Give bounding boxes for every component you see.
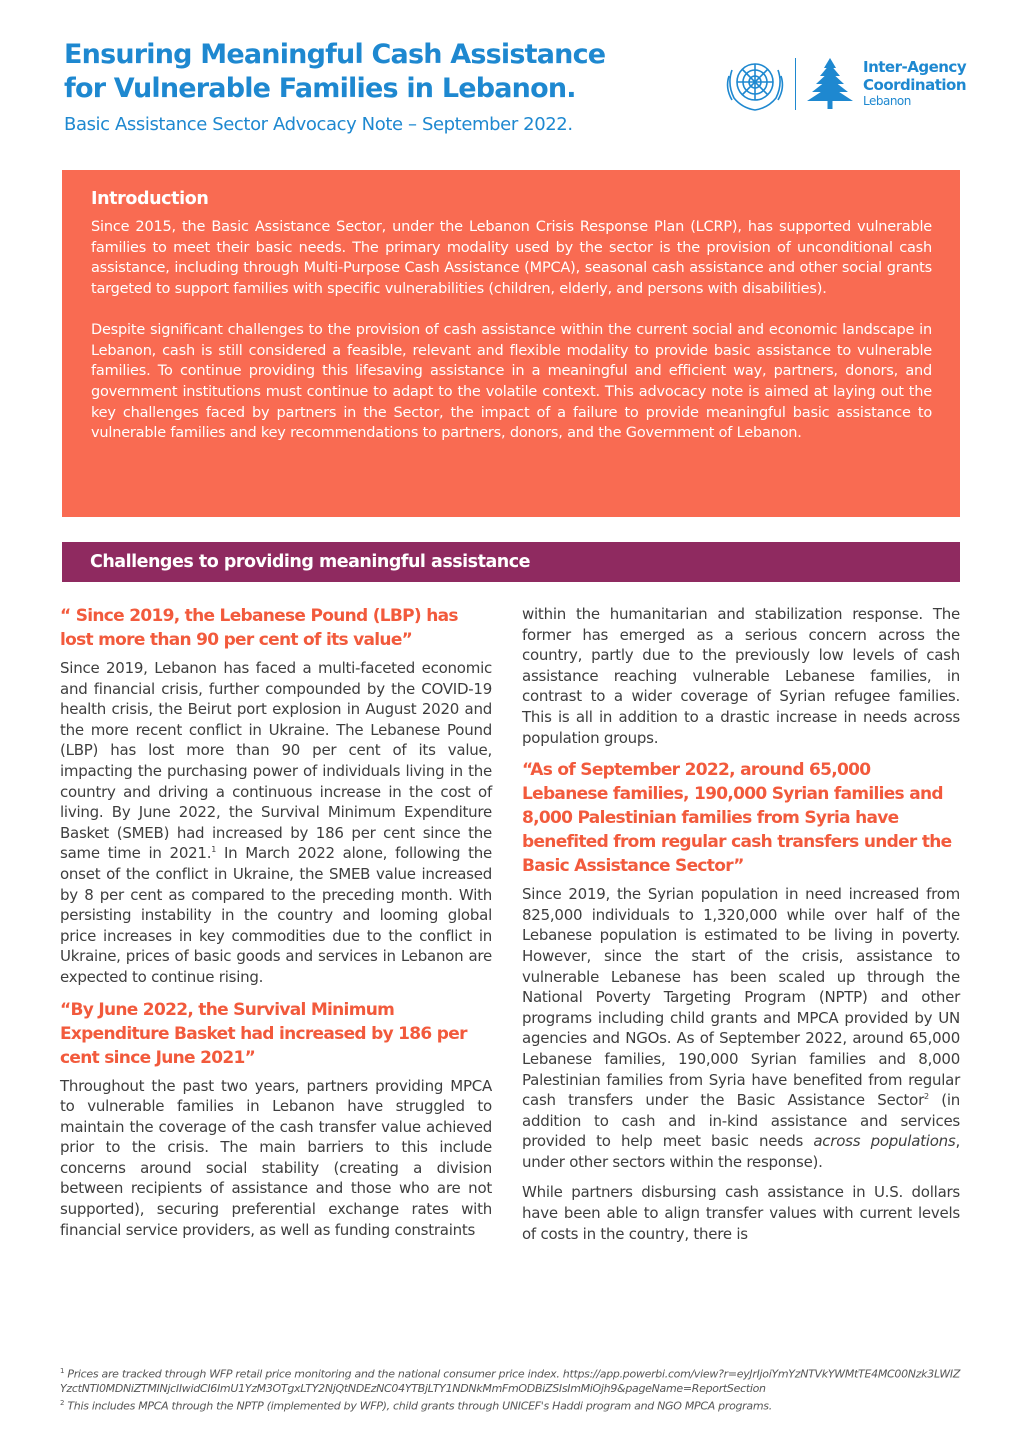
pull-quote-smeb: “By June 2022, the Survival Minimum Expenditure Basket had increased by 186 per cent since June 2021” <box>60 999 467 1068</box>
footnote-ref-2: 2 <box>924 1092 929 1102</box>
paragraph-mpca-coverage: Throughout the past two years, partners providing MPCA to vulnerable families in Lebanon have struggled to maintain the coverage of the cash transfer value achieved prior to the crisis. The main barriers to this include concerns around social stability (creating a division between recipients of assistance and those who are not supported), securing preferential exchange rates with financial service providers, as well as funding constraints <box>60 1076 492 1239</box>
footnote-1-text: Prices are tracked through WFP retail price monitoring and the national consumer price index. https://app.powerbi.com/view?r=eyJrIjoiYmYzNTVkYWMtTE4MC00Nzk3LWIZYzctNTI0MDNiZTMINjcIIwidCI6ImU1YzM3OTgxLTY2NjQtNDEzNC04YTBjLTY1NDNkMmFmODBiZSIsImMiOjh9&pageName=ReportSection <box>60 1367 961 1395</box>
footnote-2-text: This includes MPCA through the NPTP (implemented by WFP), child grants through UNICEF's Haddi program and NGO MPCA programs. <box>67 1399 772 1413</box>
introduction-paragraph-2: Despite significant challenges to the provision of cash assistance within the current social and economic landscape in Lebanon, cash is still considered a feasible, relevant and flexible modality to provide basic assistance to vulnerable families. To continue providing this lifesaving assistance in a meaningful and efficient way, partners, donors, and government institutions must continue to adapt to the volatile context. This advocacy note is aimed at laying out the key challenges faced by partners in the Sector, the impact of a failure to provide meaningful basic assistance to vulnerable families and key recommendations to partners, donors, and the Government of Lebanon. <box>91 321 932 442</box>
pull-quote-beneficiaries: “As of September 2022, around 65,000 Lebanese families, 190,000 Syrian families and 8,000 Palestinian families from Syria have benefited from regular cash transfers under the Basic Assistance Sector” <box>522 760 952 877</box>
paragraph-population-emphasis: across populations <box>813 1132 956 1151</box>
paragraph-economic-crisis-text-b: In March 2022 alone, following the onset of the conflict in Ukraine, the SMEB value increased by 8 per cent as compared to the preceding month. With persisting instability in the country and looming global price increases in key commodities due to the conflict in Ukraine, prices of basic goods and services in Lebanon are expected to continue rising. <box>60 844 492 986</box>
title-line-2: for Vulnerable Families in Lebanon. <box>64 73 576 104</box>
footnote-2-number: 2 <box>60 1398 65 1407</box>
logo-divider <box>795 58 796 110</box>
logo-line-1: Inter-Agency <box>863 58 967 76</box>
footnote-2 <box>60 1396 962 1414</box>
pull-quote-lbp: “ Since 2019, the Lebanese Pound (LBP) has lost more than 90 per cent of its value” <box>60 606 458 650</box>
paragraph-population-text-c: , under other sectors within the response). <box>522 1132 960 1171</box>
challenges-section-header: Challenges to providing meaningful assistance <box>62 542 960 582</box>
logo-line-2: Coordination <box>863 76 966 94</box>
logo-line-3: Lebanon <box>863 94 911 108</box>
introduction-box <box>62 170 960 517</box>
paragraph-population-in-need <box>522 884 960 1172</box>
footnote-1 <box>60 1364 962 1396</box>
paragraph-economic-crisis-text-a: Since 2019, Lebanon has faced a multi-faceted economic and financial crisis, further compounded by the COVID-19 health crisis, the Beirut port explosion in August 2020 and the more recent conflict in Ukraine. The Lebanese Pound (LBP) has lost more than 90 per cent of its value, impacting the purchasing power of individuals living in the country and driving a continuous increase in the cost of living. By June 2022, the Survival Minimum Expenditure Basket (SMEB) had increased by 186 per cent since the same time in 2021. <box>60 659 492 863</box>
footnote-1-number: 1 <box>60 1367 65 1375</box>
cedar-tree-icon <box>804 56 856 110</box>
un-emblem-icon <box>724 54 786 112</box>
introduction-heading: Introduction <box>91 189 209 209</box>
inter-agency-logo <box>724 52 974 114</box>
paragraph-response-concerns: within the humanitarian and stabilization response. The former has emerged as a serious concern across the country, partly due to the previously low levels of cash assistance reaching vulnerable Lebanese families, in contrast to a wider coverage of Syrian refugee families. This is all in addition to a drastic increase in needs across population groups. <box>522 605 960 747</box>
paragraph-population-text-b: (in addition to cash and in-kind assistance and services provided to help meet basic needs <box>522 1091 960 1151</box>
footnotes <box>60 1364 962 1413</box>
title-line-1: Ensuring Meaningful Cash Assistance <box>64 39 606 70</box>
paragraph-usd-transfers: While partners disbursing cash assistance in U.S. dollars have been able to align transfer values with current levels of costs in the country, there is <box>522 1183 960 1243</box>
right-column <box>522 604 960 1254</box>
logo-text <box>863 58 966 108</box>
footnote-ref-1: 1 <box>211 845 217 855</box>
document-title <box>64 38 704 106</box>
document-subtitle: Basic Assistance Sector Advocacy Note – September 2022. <box>64 114 573 135</box>
paragraph-population-text-a: Since 2019, the Syrian population in need increased from 825,000 individuals to 1,320,000 while over half of the Lebanese population is estimated to be living in poverty. However, since the start of the crisis, assistance to vulnerable Lebanese has been scaled up through the National Poverty Targeting Program (NPTP) and other programs including child grants and MPCA provided by UN agencies and NGOs. As of September 2022, around 65,000 Lebanese families, 190,000 Syrian families and 8,000 Palestinian families from Syria have benefited from regular cash transfers under the Basic Assistance Sector <box>522 885 960 1110</box>
paragraph-economic-crisis <box>60 658 492 988</box>
introduction-paragraph-1: Since 2015, the Basic Assistance Sector, under the Lebanon Crisis Response Plan (LCRP), has supported vulnerable families to meet their basic needs. The primary modality used by the sector is the provision of unconditional cash assistance, including through Multi-Purpose Cash Assistance (MPCA), seasonal cash assistance and other social grants targeted to support families with specific vulnerabilities (children, elderly, and persons with disabilities). <box>91 219 932 298</box>
left-column <box>60 604 492 1250</box>
